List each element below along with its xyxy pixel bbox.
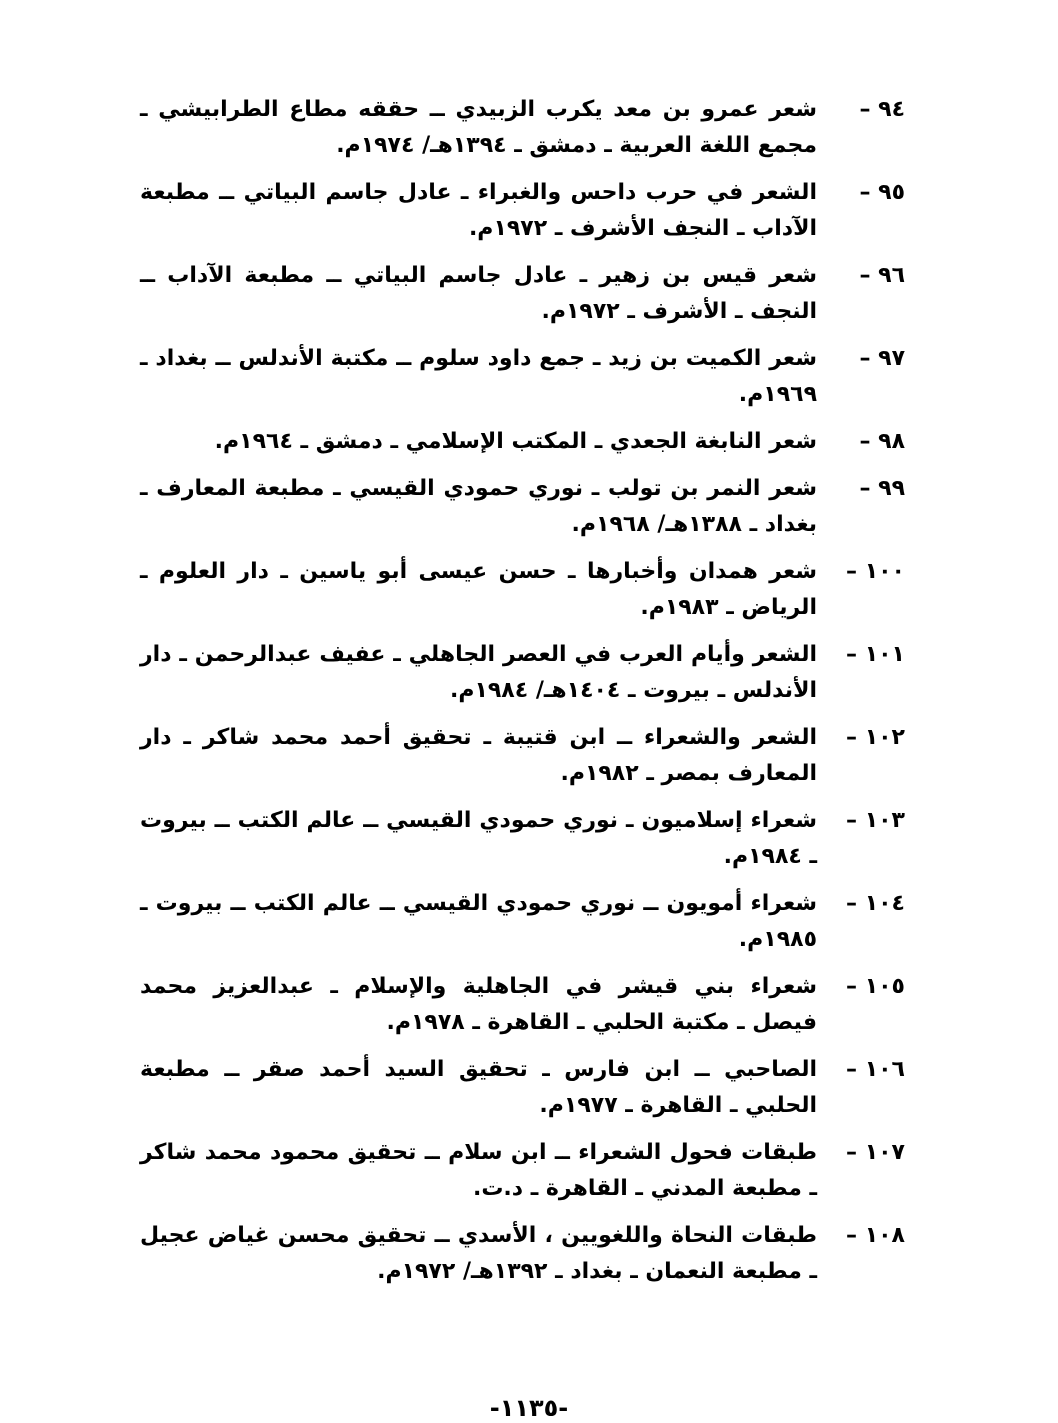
- list-item: [140, 175, 905, 247]
- bibliography-list: [140, 92, 905, 1301]
- reference-number: ١٠٣ –: [846, 808, 905, 833]
- list-item: [140, 803, 905, 875]
- list-item: [140, 1135, 905, 1207]
- reference-number: ٩٩ –: [859, 476, 905, 501]
- reference-number: ٩٨ –: [859, 429, 905, 454]
- list-item: [140, 1052, 905, 1124]
- reference-text: شعراء أمويون ــ نوري حمودي القيسي ــ عالم الكتب ــ بيروت ـ ١٩٨٥م.: [140, 891, 817, 952]
- list-item: [140, 258, 905, 330]
- reference-text: شعر الكميت بن زيد ـ جمع داود سلوم ــ مكتبة الأندلس ــ بغداد ـ ١٩٦٩م.: [140, 346, 817, 407]
- reference-text: شعر قيس بن زهير ـ عادل جاسم البياتي ــ مطبعة الآداب ــ النجف ـ الأشرف ـ ١٩٧٢م.: [140, 263, 817, 324]
- reference-text: الشعر وأيام العرب في العصر الجاهلي ـ عفيف عبدالرحمن ـ دار الأندلس ـ بيروت ـ ١٤٠٤هـ/ ١٩٨٤م.: [140, 642, 817, 703]
- reference-number: ٩٦ –: [859, 263, 905, 288]
- reference-text: شعر النابغة الجعدي ـ المكتب الإسلامي ـ دمشق ـ ١٩٦٤م.: [214, 429, 817, 454]
- reference-text: الشعر والشعراء ــ ابن قتيبة ـ تحقيق أحمد محمد شاكر ـ دار المعارف بمصر ـ ١٩٨٢م.: [140, 725, 817, 786]
- reference-number: ٩٧ –: [859, 346, 905, 371]
- list-item: [140, 720, 905, 792]
- reference-text: شعر النمر بن تولب ـ نوري حمودي القيسي ـ مطبعة المعارف ـ بغداد ـ ١٣٨٨هـ/ ١٩٦٨م.: [140, 476, 817, 537]
- reference-text: طبقات فحول الشعراء ــ ابن سلام ــ تحقيق محمود محمد شاكر ـ مطبعة المدني ـ القاهرة ـ د.ت.: [140, 1140, 817, 1201]
- reference-text: طبقات النحاة واللغويين ، الأسدي ــ تحقيق محسن غياض عجيل ـ مطبعة النعمان ـ بغداد ـ ١٣٩٢هـ/ ١٩٧٢م.: [140, 1223, 817, 1284]
- reference-number: ١٠٨ –: [846, 1223, 905, 1248]
- reference-text: شعر عمرو بن معد يكرب الزبيدي ــ حققه مطاع الطرابيشي ـ مجمع اللغة العربية ـ دمشق ـ ١٣٩٤هـ/ ١٩٧٤م.: [140, 97, 817, 158]
- reference-number: ٩٥ –: [859, 180, 905, 205]
- reference-number: ١٠٧ –: [846, 1140, 905, 1165]
- reference-text: الصاحبي ــ ابن فارس ـ تحقيق السيد أحمد صقر ــ مطبعة الحلبي ـ القاهرة ـ ١٩٧٧م.: [140, 1057, 817, 1118]
- reference-text: الشعر في حرب داحس والغبراء ـ عادل جاسم البياتي ــ مطبعة الآداب ـ النجف الأشرف ـ ١٩٧٢م.: [140, 180, 817, 241]
- list-item: [140, 637, 905, 709]
- reference-number: ١٠٢ –: [846, 725, 905, 750]
- list-item: [140, 471, 905, 543]
- page-number: -١١٣٥-: [489, 1394, 569, 1422]
- reference-number: ١٠٠ –: [846, 559, 905, 584]
- reference-text: شعراء إسلاميون ـ نوري حمودي القيسي ــ عالم الكتب ــ بيروت ـ ١٩٨٤م.: [140, 808, 817, 869]
- reference-text: شعراء بني قيشر في الجاهلية والإسلام ـ عبدالعزيز محمد فيصل ـ مكتبة الحلبي ـ القاهرة ـ ١٩٧٨م.: [140, 974, 817, 1035]
- reference-number: ٩٤ –: [859, 97, 905, 122]
- list-item: [140, 424, 905, 460]
- list-item: [140, 92, 905, 164]
- list-item: [140, 886, 905, 958]
- list-item: [140, 1218, 905, 1290]
- reference-number: ١٠٤ –: [846, 891, 905, 916]
- reference-number: ١٠١ –: [846, 642, 905, 667]
- list-item: [140, 554, 905, 626]
- list-item: [140, 969, 905, 1041]
- reference-number: ١٠٦ –: [846, 1057, 905, 1082]
- reference-number: ١٠٥ –: [846, 974, 905, 999]
- reference-text: شعر همدان وأخبارها ـ حسن عيسى أبو ياسين ـ دار العلوم ـ الرياض ـ ١٩٨٣م.: [140, 559, 817, 620]
- list-item: [140, 341, 905, 413]
